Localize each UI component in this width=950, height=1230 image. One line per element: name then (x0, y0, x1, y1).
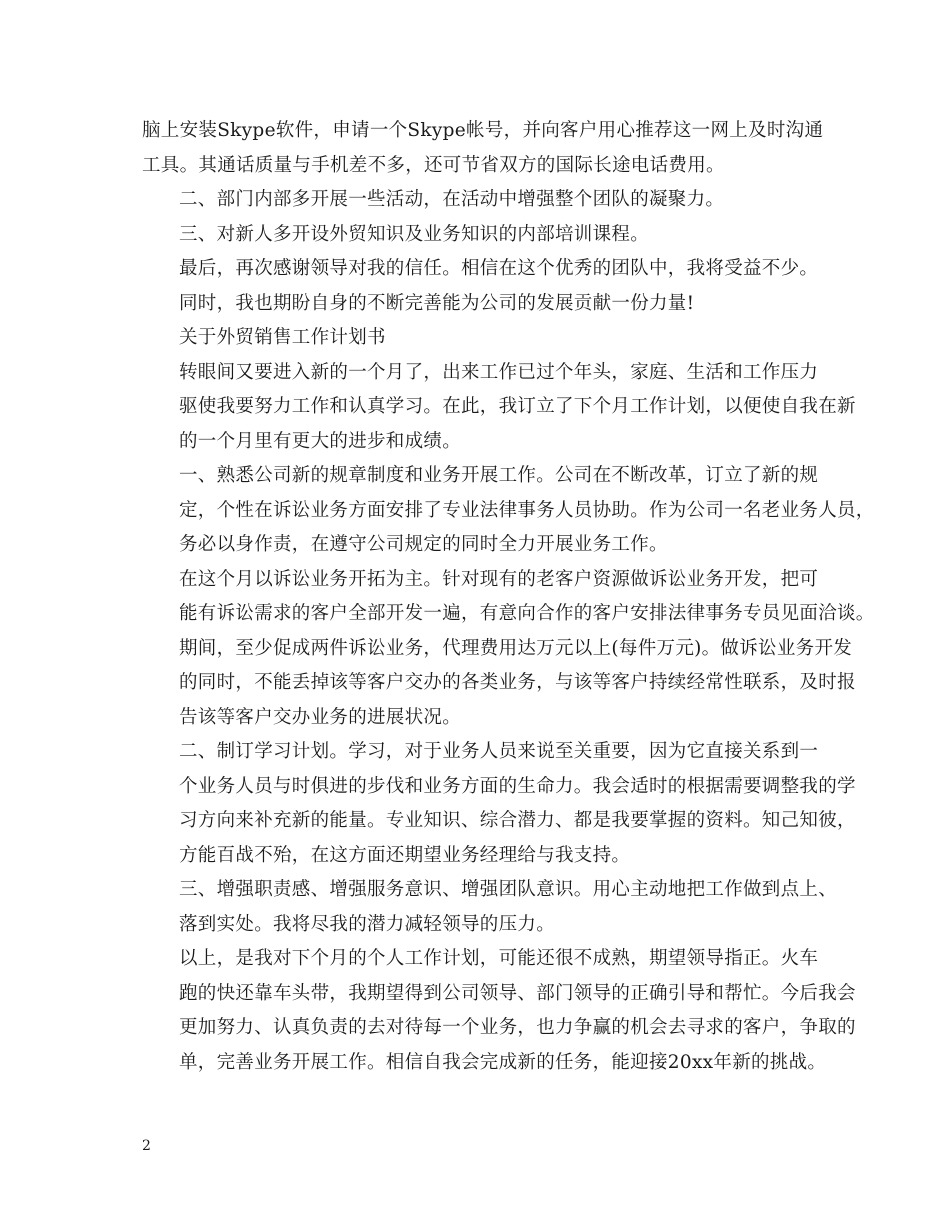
paragraph (142, 114, 824, 183)
text-line: 二、部门内部多开展一些活动，在活动中增强整个团队的凝聚力。 (179, 189, 725, 210)
paragraph (142, 873, 838, 942)
text-line: 一、熟悉公司新的规章制度和业务开展工作。公司在不断改革，订立了新的规 (179, 465, 819, 486)
text-line: 告该等客户交办业务的进展状况。 (179, 706, 462, 728)
paragraph (142, 321, 814, 356)
text-line: 最后，再次感谢领导对我的信任。相信在这个优秀的团队中，我将受益不少。 (179, 258, 819, 279)
paragraph (142, 942, 856, 1080)
text-line: 在这个月以诉讼业务开拓为主。针对现有的老客户资源做诉讼业务开发，把可 (179, 568, 819, 590)
text-line: 三、增强职责感、增强服务意识、增强团队意识。用心主动地把工作做到点上、 (179, 879, 838, 900)
page-number: 2 (142, 1138, 151, 1154)
text-line: 方能百战不殆，在这方面还期望业务经理给与我支持。 (179, 844, 631, 866)
text-line: 期间，至少促成两件诉讼业务，代理费用达万元以上(每件万元)。做诉讼业务开发 (179, 637, 853, 659)
text-line: 三、对新人多开设外贸知识及业务知识的内部培训课程。 (179, 223, 650, 245)
text-line: 驱使我要努力工作和认真学习。在此，我订立了下个月工作计划，以便使自我在新 (179, 396, 856, 417)
paragraph (142, 735, 856, 873)
paragraph (142, 563, 875, 736)
text-line: 以上，是我对下个月的个人工作计划，可能还很不成熟，期望领导指正。火车 (179, 948, 819, 969)
text-line: 的同时，不能丢掉该等客户交办的各类业务，与该等客户持续经常性联系，及时报 (179, 672, 856, 693)
text-line: 的一个月里有更大的进步和成绩。 (179, 430, 462, 452)
document-body (142, 114, 875, 1080)
paragraph (142, 183, 814, 218)
text-line: 同时，我也期盼自身的不断完善能为公司的发展贡献一份力量! (179, 292, 695, 314)
paragraph (142, 356, 856, 460)
text-line: 转眼间又要进入新的一个月了，出来工作已过个年头，家庭、生活和工作压力 (179, 361, 819, 383)
text-line: 个业务人员与时俱进的步伐和业务方面的生命力。我会适时的根据需要调整我的学 (179, 775, 856, 797)
text-line: 更加努力、认真负责的去对待每一个业务，也力争赢的机会去寻求的客户，争取的 (179, 1017, 856, 1038)
paragraph (142, 218, 814, 253)
text-line: 脑上安装Skype软件，申请一个Skype帐号，并向客户用心推荐这一网上及时沟通 (142, 120, 824, 141)
text-line: 跑的快还靠车头带，我期望得到公司领导、部门领导的正确引导和帮忙。今后我会 (179, 982, 856, 1004)
text-line: 二、制订学习计划。学习，对于业务人员来说至关重要，因为它直接关系到一 (179, 741, 819, 762)
paragraph (142, 459, 875, 563)
text-line: 能有诉讼需求的客户全部开发一遍，有意向合作的客户安排法律事务专员见面洽谈。 (179, 603, 875, 624)
text-line: 关于外贸销售工作计划书 (179, 327, 386, 348)
text-line: 习方向来补充新的能量。专业知识、综合潜力、都是我要掌握的资料。知己知彼， (179, 810, 856, 831)
paragraph (142, 252, 819, 321)
text-line: 工具。其通话质量与手机差不多，还可节省双方的国际长途电话费用。 (142, 154, 725, 176)
text-line: 定，个性在诉讼业务方面安排了专业法律事务人员协助。作为公司一名老业务人员， (179, 499, 875, 521)
text-line: 单，完善业务开展工作。相信自我会完成新的任务，能迎接20xx年新的挑战。 (179, 1051, 827, 1073)
text-line: 落到实处。我将尽我的潜力减轻领导的压力。 (179, 913, 556, 935)
text-line: 务必以身作责，在遵守公司规定的同时全力开展业务工作。 (179, 534, 668, 555)
